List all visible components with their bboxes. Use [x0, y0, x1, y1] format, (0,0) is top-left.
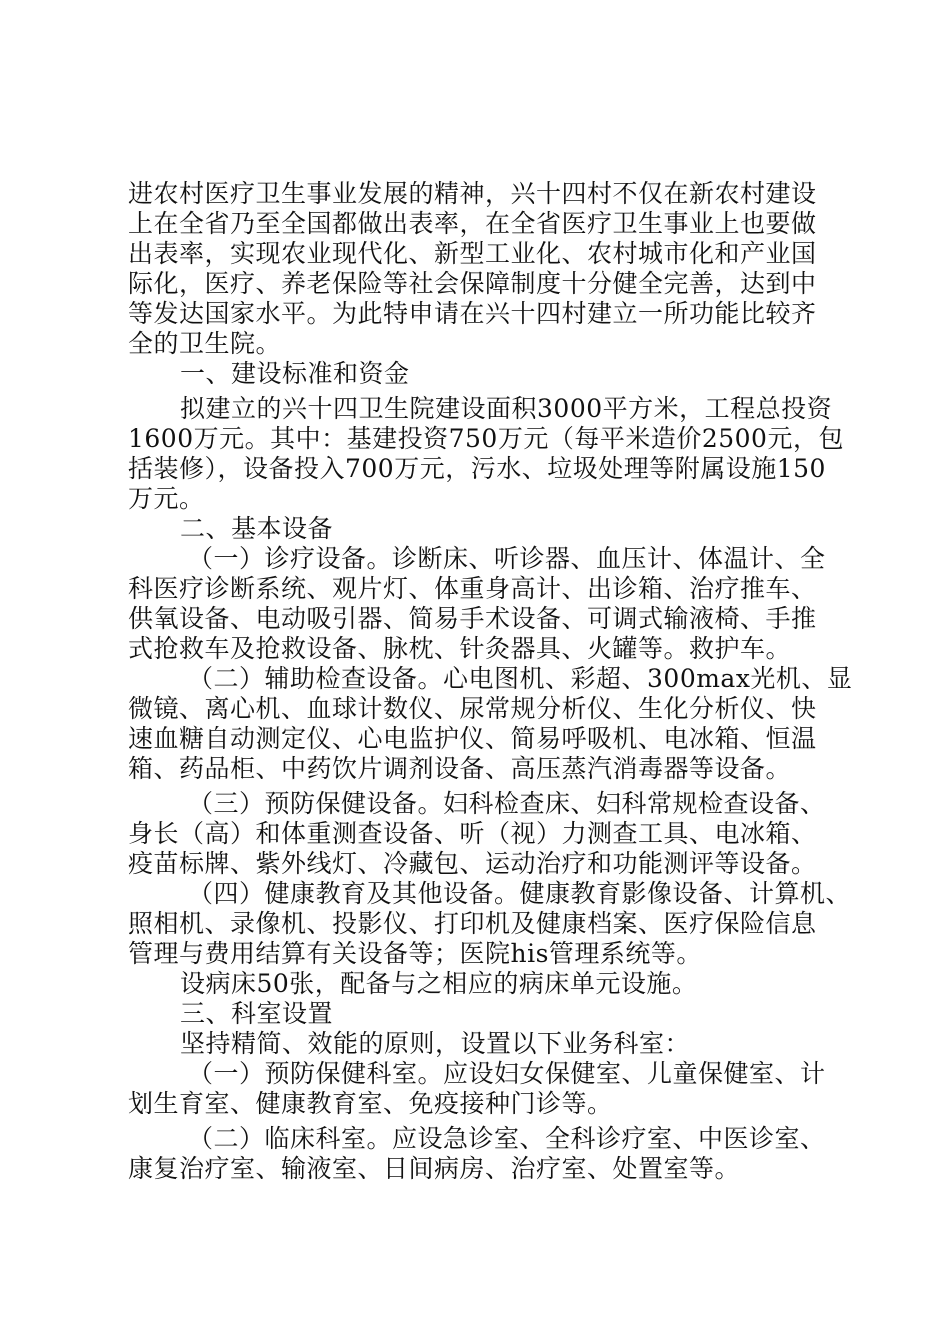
- text-line: 1600万元。其中：基建投资750万元（每平米造价2500元，包: [128, 424, 844, 453]
- text-line: 设病床50张，配备与之相应的病床单元设施。: [180, 969, 698, 998]
- text-line: 供氧设备、电动吸引器、简易手术设备、可调式输液椅、手推: [128, 604, 817, 633]
- text-line: 科医疗诊断系统、观片灯、体重身高计、出诊箱、治疗推车、: [128, 574, 817, 603]
- text-line: 括装修），设备投入700万元，污水、垃圾处理等附属设施150: [128, 454, 826, 483]
- section-heading: 一、建设标准和资金: [180, 359, 410, 388]
- text-line: （四）健康教育及其他设备。健康教育影像设备、计算机、: [188, 879, 852, 908]
- text-line: 管理与费用结算有关设备等；医院his管理系统等。: [128, 939, 702, 968]
- text-line: 速血糖自动测定仪、心电监护仪、简易呼吸机、电冰箱、恒温: [128, 724, 817, 753]
- text-line: 箱、药品柜、中药饮片调剂设备、高压蒸汽消毒器等设备。: [128, 754, 792, 783]
- text-line: （一）预防保健科室。应设妇女保健室、儿童保健室、计: [188, 1059, 826, 1088]
- text-line: 上在全省乃至全国都做出表率，在全省医疗卫生事业上也要做: [128, 209, 817, 238]
- text-line: （三）预防保健设备。妇科检查床、妇科常规检查设备、: [188, 789, 826, 818]
- text-line: 进农村医疗卫生事业发展的精神，兴十四村不仅在新农村建设: [128, 179, 817, 208]
- text-line: （二）临床科室。应设急诊室、全科诊疗室、中医诊室、: [188, 1124, 826, 1153]
- text-line: 万元。: [128, 484, 205, 513]
- text-line: 疫苗标牌、紫外线灯、冷藏包、运动治疗和功能测评等设备。: [128, 849, 817, 878]
- text-line: 出表率，实现农业现代化、新型工业化、农村城市化和产业国: [128, 239, 817, 268]
- text-line: 拟建立的兴十四卫生院建设面积3000平方米，工程总投资: [180, 394, 833, 423]
- text-line: 划生育室、健康教育室、免疫接种门诊等。: [128, 1089, 613, 1118]
- text-line: 际化，医疗、养老保险等社会保障制度十分健全完善，达到中: [128, 269, 817, 298]
- text-line: （二）辅助检查设备。心电图机、彩超、300max光机、显: [188, 664, 853, 693]
- text-line: 全的卫生院。: [128, 329, 282, 358]
- text-line: 照相机、录像机、投影仪、打印机及健康档案、医疗保险信息: [128, 909, 817, 938]
- text-line: 身长（高）和体重测查设备、听（视）力测查工具、电冰箱、: [128, 819, 817, 848]
- text-line: 坚持精简、效能的原则，设置以下业务科室：: [180, 1029, 691, 1058]
- text-line: （一）诊疗设备。诊断床、听诊器、血压计、体温计、全: [188, 544, 826, 573]
- text-line: 等发达国家水平。为此特申请在兴十四村建立一所功能比较齐: [128, 299, 817, 328]
- text-line: 康复治疗室、输液室、日间病房、治疗室、处置室等。: [128, 1154, 741, 1183]
- section-heading: 三、科室设置: [180, 999, 334, 1028]
- section-heading: 二、基本设备: [180, 514, 334, 543]
- text-line: 式抢救车及抢救设备、脉枕、针灸器具、火罐等。救护车。: [128, 634, 792, 663]
- text-line: 微镜、离心机、血球计数仪、尿常规分析仪、生化分析仪、快: [128, 694, 817, 723]
